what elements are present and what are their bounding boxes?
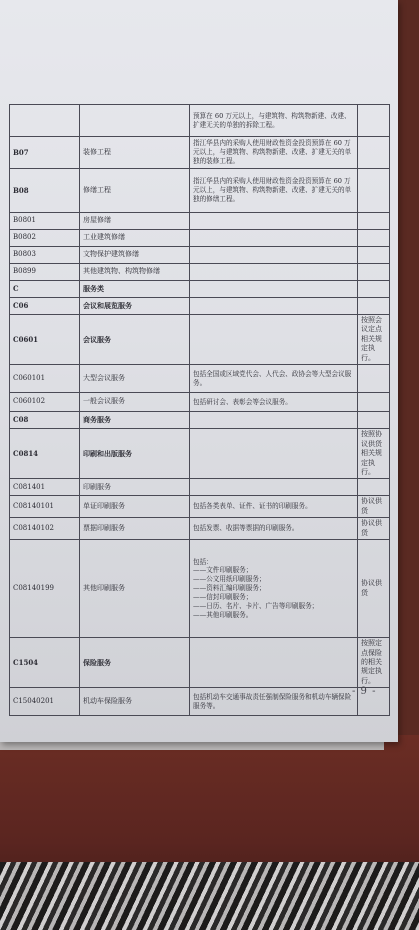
item-note — [358, 213, 390, 230]
item-code: C1504 — [10, 638, 80, 688]
item-note — [358, 230, 390, 247]
item-name: 商务服务 — [80, 412, 190, 429]
item-description: 包括全国或区域党代会、人代会、政协会等大型会议服务。 — [190, 365, 358, 393]
item-code: B0803 — [10, 247, 80, 264]
item-description — [190, 264, 358, 281]
item-code: B07 — [10, 137, 80, 169]
item-note: 协议供货 — [358, 518, 390, 540]
item-name: 工业建筑修缮 — [80, 230, 190, 247]
desc-line: 包括： — [193, 557, 213, 566]
table-row — [10, 264, 390, 281]
item-description — [190, 247, 358, 264]
item-code: C06 — [10, 298, 80, 315]
item-name: 文物保护建筑修缮 — [80, 247, 190, 264]
item-code: B0802 — [10, 230, 80, 247]
item-description: 包括各类表单、证件、证书的印刷服务。 — [190, 496, 358, 518]
item-note — [358, 412, 390, 429]
item-note — [358, 105, 390, 137]
item-code: B0801 — [10, 213, 80, 230]
item-name: 票据印刷服务 — [80, 518, 190, 540]
table-row — [10, 315, 390, 365]
item-description — [190, 429, 358, 479]
item-description — [190, 298, 358, 315]
item-name: 其他印刷服务 — [80, 540, 190, 638]
item-description — [190, 230, 358, 247]
paper-stack-edge — [0, 742, 384, 750]
item-note — [358, 264, 390, 281]
item-name: 修缮工程 — [80, 169, 190, 213]
table-row — [10, 298, 390, 315]
item-code: C08 — [10, 412, 80, 429]
item-note: 协议供货 — [358, 540, 390, 638]
item-name: 其他建筑物、构筑物修缮 — [80, 264, 190, 281]
item-note — [358, 137, 390, 169]
item-note — [358, 247, 390, 264]
item-name: 服务类 — [80, 281, 190, 298]
item-name: 会议和展览服务 — [80, 298, 190, 315]
item-code: C15040201 — [10, 688, 80, 716]
table-row — [10, 137, 390, 169]
item-name: 会议服务 — [80, 315, 190, 365]
table-row — [10, 247, 390, 264]
item-description — [190, 315, 358, 365]
item-description — [190, 479, 358, 496]
item-note: 协议供货 — [358, 496, 390, 518]
item-note — [358, 281, 390, 298]
item-description: 包括研讨会、表彰会等会议服务。 — [190, 393, 358, 412]
item-code: C0814 — [10, 429, 80, 479]
table-row — [10, 496, 390, 518]
item-note: 按照定点保险的相关规定执行。 — [358, 638, 390, 688]
desc-line: ——信封印刷服务； — [193, 593, 253, 602]
item-name: 装修工程 — [80, 137, 190, 169]
table-row — [10, 281, 390, 298]
table-row — [10, 688, 390, 716]
item-name: 保险服务 — [80, 638, 190, 688]
desc-line: ——文件印刷服务； — [193, 566, 253, 575]
page-number: - 9 - — [352, 686, 377, 697]
item-description — [190, 213, 358, 230]
table-row — [10, 412, 390, 429]
procurement-table — [9, 104, 390, 716]
item-description: 包括机动车交通事故责任强制保险服务和机动车辆保险服务等。 — [190, 688, 358, 716]
desc-line: ——公文用纸印刷服务； — [193, 575, 266, 584]
item-code: C08140199 — [10, 540, 80, 638]
item-note — [358, 298, 390, 315]
item-note — [358, 169, 390, 213]
table-row — [10, 365, 390, 393]
item-code: C081401 — [10, 479, 80, 496]
item-description: 指江华县内的采购人使用财政性资金投资预算在 60 万元以上，与建筑物、构筑物新建、改建、扩建无关的单独的装修工程。 — [190, 137, 358, 169]
item-name: 单证印刷服务 — [80, 496, 190, 518]
table-row — [10, 518, 390, 540]
item-code: C0601 — [10, 315, 80, 365]
item-code — [10, 105, 80, 137]
table-row — [10, 479, 390, 496]
table-row — [10, 169, 390, 213]
desc-line: ——其他印刷服务。 — [193, 610, 253, 619]
item-code: B0899 — [10, 264, 80, 281]
item-description: 包括发票、收据等票据的印刷服务。 — [190, 518, 358, 540]
item-name: 房屋修缮 — [80, 213, 190, 230]
item-code: C060101 — [10, 365, 80, 393]
item-description — [190, 412, 358, 429]
item-name — [80, 105, 190, 137]
table-row — [10, 638, 390, 688]
table-row — [10, 105, 390, 137]
item-code: C08140101 — [10, 496, 80, 518]
table-row — [10, 230, 390, 247]
item-code: B08 — [10, 169, 80, 213]
item-note: 按照会议定点相关规定执行。 — [358, 315, 390, 365]
item-name: 印刷服务 — [80, 479, 190, 496]
table-row — [10, 540, 390, 638]
item-name: 机动车保险服务 — [80, 688, 190, 716]
item-name: 大型会议服务 — [80, 365, 190, 393]
item-description — [190, 540, 358, 638]
item-note — [358, 393, 390, 412]
desc-line: ——日历、名片、卡片、广告等印刷服务； — [193, 601, 319, 610]
item-description: 预算在 60 万元以上，与建筑物、构筑物新建、改建、扩建无关的单独的拆除工程。 — [190, 105, 358, 137]
item-name: 一般会议服务 — [80, 393, 190, 412]
table-row — [10, 213, 390, 230]
table-row — [10, 393, 390, 412]
item-note — [358, 365, 390, 393]
item-code: C08140102 — [10, 518, 80, 540]
item-description: 指江华县内的采购人使用财政性资金投资预算在 60 万元以上，与建筑物、构筑物新建、改建、扩建无关的单独的修缮工程。 — [190, 169, 358, 213]
item-note — [358, 479, 390, 496]
desc-line: ——资料汇编印刷服务； — [193, 584, 266, 593]
item-name: 印刷和出版服务 — [80, 429, 190, 479]
item-code: C — [10, 281, 80, 298]
item-code: C060102 — [10, 393, 80, 412]
rug — [0, 862, 419, 930]
table-row — [10, 429, 390, 479]
item-description — [190, 281, 358, 298]
item-note: 按照协议供货相关规定执行。 — [358, 429, 390, 479]
item-description — [190, 638, 358, 688]
